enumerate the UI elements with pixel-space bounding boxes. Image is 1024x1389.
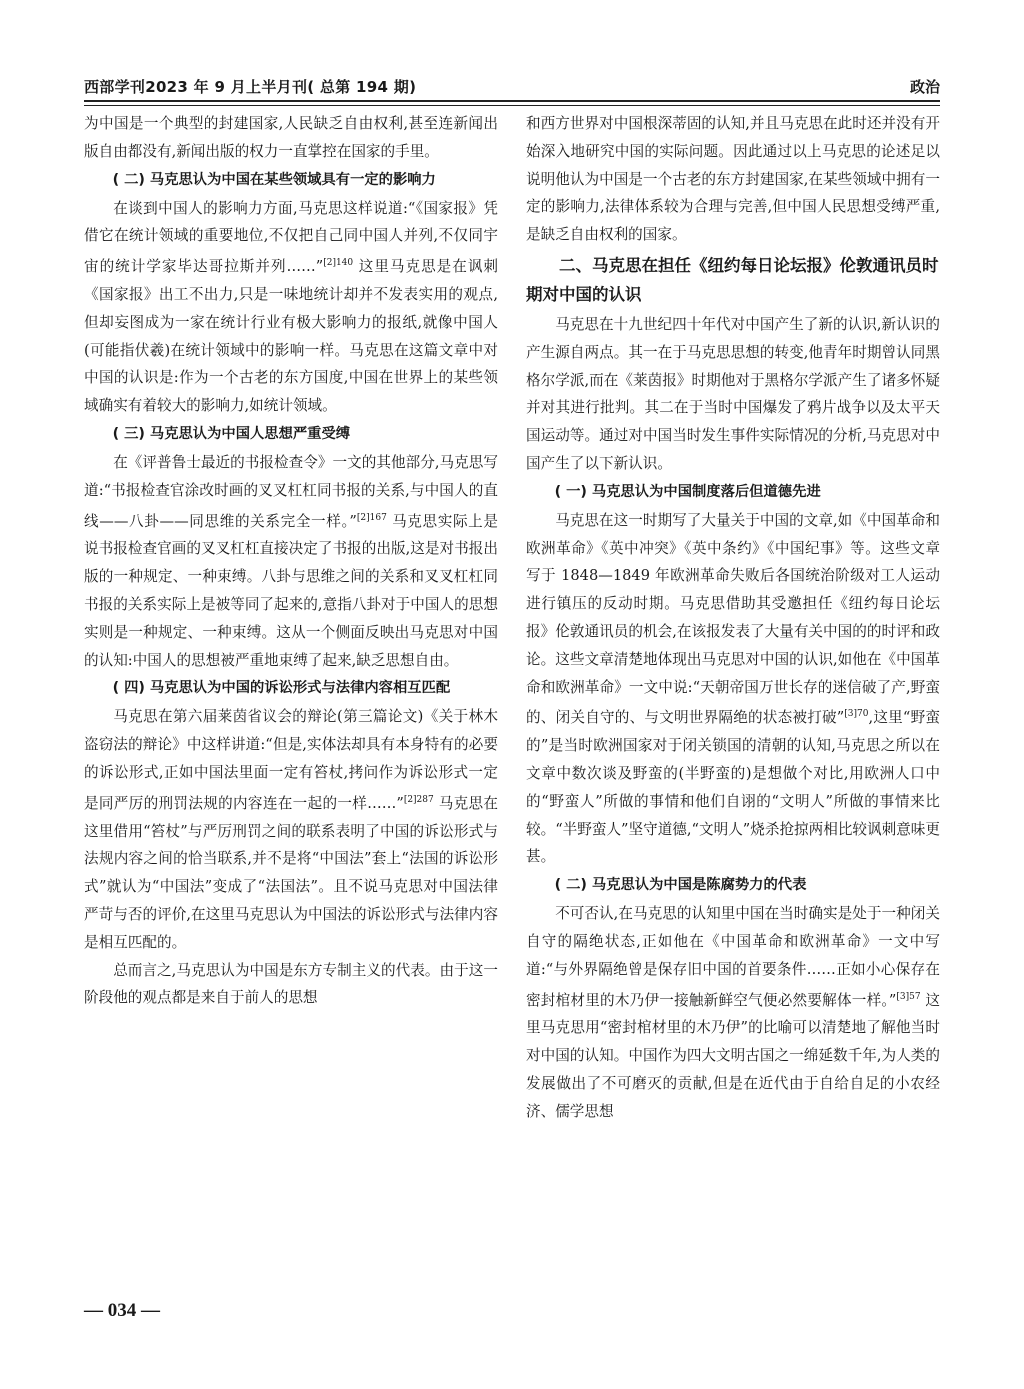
body-paragraph: 为中国是一个典型的封建国家,人民缺乏自由权利,甚至连新闻出版自由都没有,新闻出版的权力一直掌控在国家的手里。: [84, 115, 498, 160]
body-paragraph: [84, 195, 498, 420]
subsection-heading: ( 一) 马克思认为中国制度落后但道德先进: [554, 483, 821, 500]
body-paragraph: [84, 703, 498, 956]
left-column: [84, 110, 498, 1012]
paragraph-text: 马克思在第六届莱茵省议会的辩论(第三篇论文)《关于林木盗窃法的辩论》中这样讲道:“但是,实体法却具有本身特有的必要的诉讼形式,正如中国法里面一定有笞杖,拷问作为诉讼形式一定是同严厉的刑罚法规的内容连在一起的一样……”: [84, 708, 498, 812]
subsection-heading: ( 四) 马克思认为中国的诉讼形式与法律内容相互匹配: [112, 680, 451, 697]
citation-reference: [3]70: [844, 709, 869, 720]
paragraph-text: 马克思在这一时期写了大量关于中国的文章,如《中国革命和欧洲革命》《英中冲突》《英中条约》《中国纪事》等。这些文章写于 1848—1849 年欧洲革命失败后各国统治阶级对工人运动进行镇压的反动时期。马克思借助其受邀担任《纽约每日论坛报》伦敦通讯员的机会,在该报发表了大量有关中国的的时评和政论。这些文章清楚地体现出马克思对中国的认识,如他在《中国革命和欧洲革命》一文中说:“天朝帝国万世长存的迷信破了产,野蛮的、闭关自守的、与文明世界隔绝的状态被打破”: [526, 511, 940, 727]
citation-reference: [2]287: [403, 794, 434, 805]
paragraph-text: ,这里“野蛮的”是当时欧洲国家对于闭关锁国的清朝的认知,马克思之所以在文章中数次谈及野蛮的(半野蛮的)是想做个对比,用欧洲人口中的“野蛮人”所做的事情和他们自诩的“文明人”所做的事情来比较。“半野蛮人”坚守道德,“文明人”烧杀抢掠两相比较讽刺意味更甚。: [526, 709, 940, 866]
body-paragraph: 和西方世界对中国根深蒂固的认知,并且马克思在此时还并没有开始深入地研究中国的实际问题。因此通过以上马克思的论述足以说明他认为中国是一个古老的东方封建国家,在某些领域中拥有一定的影响力,法律体系较为合理与完善,但中国人民思想受缚严重,是缺乏自由权利的国家。: [526, 115, 940, 244]
right-column: [526, 110, 940, 1126]
paragraph-text: 在《评普鲁士最近的书报检查令》一文的其他部分,马克思写道:“书报检查官涂改时画的叉叉杠杠同书报的关系,与中国人的直线——八卦——同思维的关系完全一样。”: [84, 453, 498, 530]
paragraph-text: 这里马克思用“密封棺材里的木乃伊”的比喻可以清楚地了解他当时对中国的认知。中国作为四大文明古国之一绵延数千年,为人类的发展做出了不可磨灭的贡献,但是在近代由于自给自足的小农经济、儒学思想: [526, 991, 940, 1120]
paragraph-text: 马克思在这里借用“笞杖”与严厉刑罚之间的联系表明了中国的诉讼形式与法规内容之间的恰当联系,并不是将“中国法”套上“法国的诉讼形式”就认为“中国法”变成了“法国法”。且不说马克思对中国法律严苛与否的评价,在这里马克思认为中国法的诉讼形式与法律内容是相互匹配的。: [84, 794, 499, 951]
paragraph-text: 这里马克思是在讽刺《国家报》出工不出力,只是一味地统计却并不发表实用的观点,但却妄图成为一家在统计行业有极大影响力的报纸,就像中国人(可能指伏羲)在统计领域中的影响一样。马克思在这篇文章中对中国的认识是:作为一个古老的东方国度,中国在世界上的某些领域确实有着较大的影响力,如统计领域。: [84, 258, 499, 415]
citation-reference: [2]140: [323, 258, 354, 269]
issue-info: 2023 年 9 月上半月刊( 总第 194 期): [145, 78, 417, 96]
body-paragraph: 马克思在十九世纪四十年代对中国产生了新的认识,新认识的产生源自两点。其一在于马克思思想的转变,他青年时期曾认同黑格尔学派,而在《莱茵报》时期他对于黑格尔学派产生了诸多怀疑并对其进行批判。其二在于当时中国爆发了鸦片战争以及太平天国运动等。通过对中国当时发生事件实际情况的分析,马克思对中国产生了以下新认识。: [526, 315, 940, 472]
body-paragraph: [84, 449, 498, 674]
body-paragraph: [526, 900, 940, 1125]
paragraph-text: 马克思实际上是说书报检查官画的叉叉杠杠直接决定了书报的出版,这是对书报出版的一种规定、一种束缚。八卦与思维之间的关系和叉叉杠杠同书报的关系实际上是被等同了起来的,意指八卦对于中国人的思想实则是一种规定、一种束缚。这从一个侧面反映出马克思对中国的认知:中国人的思想被严重地束缚了起来,缺乏思想自由。: [84, 512, 498, 669]
section-heading: 二、马克思在担任《纽约每日论坛报》伦敦通讯员时期对中国的认识: [526, 255, 939, 304]
citation-reference: [3]57: [896, 991, 921, 1002]
header-rule: [84, 100, 940, 106]
page-header: [84, 76, 940, 102]
section-label: 政治: [909, 78, 940, 96]
subsection-heading: ( 三) 马克思认为中国人思想严重受缚: [112, 425, 351, 442]
subsection-heading: ( 二) 马克思认为中国在某些领域具有一定的影响力: [112, 171, 436, 188]
subsection-heading: ( 二) 马克思认为中国是陈腐势力的代表: [554, 877, 807, 894]
journal-masthead: [84, 76, 416, 97]
body-paragraph: 总而言之,马克思认为中国是东方专制主义的代表。由于这一阶段他的观点都是来自于前人的思想: [84, 961, 498, 1007]
paragraph-text: 不可否认,在马克思的认知里中国在当时确实是处于一种闭关自守的隔绝状态,正如他在《中国革命和欧洲革命》一文中写道:“与外界隔绝曾是保存旧中国的首要条件……正如小心保存在密封棺材里的木乃伊一接触新鲜空气便必然要解体一样。”: [526, 905, 940, 1009]
page-number: — 034 —: [84, 1300, 160, 1321]
paragraph-text: 在谈到中国人的影响力方面,马克思这样说道:“《国家报》凭借它在统计领域的重要地位,不仅把自己同中国人并列,不仅同宇宙的统计学家毕达哥拉斯并列……”: [84, 199, 498, 276]
citation-reference: [2]167: [356, 512, 387, 523]
body-paragraph: [526, 507, 940, 871]
journal-name: 西部学刊: [84, 78, 146, 96]
